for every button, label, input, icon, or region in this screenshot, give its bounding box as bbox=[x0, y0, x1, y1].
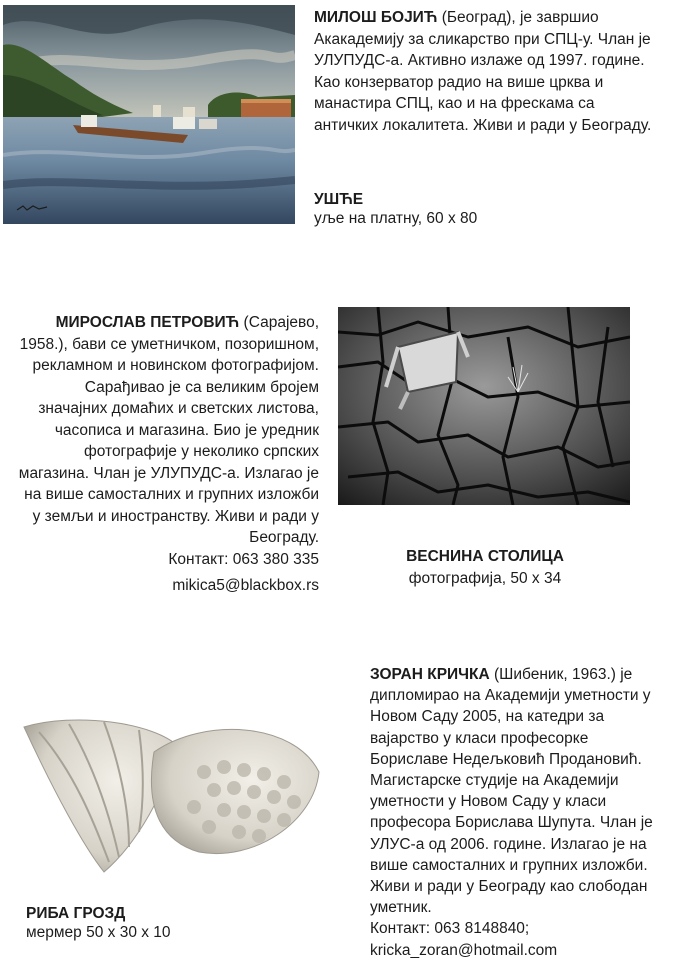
work-technique: фотографија, 50 x 34 bbox=[408, 570, 562, 587]
contact-phone: Контакт: 063 8148840; bbox=[370, 920, 530, 938]
contact-email: kricka_zoran@hotmail.com bbox=[370, 941, 558, 959]
artist-bio-miroslav-petrovic bbox=[14, 312, 319, 549]
artist-name: ЗОРАН КРИЧКА bbox=[370, 666, 490, 683]
artist-bio-text: (Шибеник, 1963.) је дипломирао на Академији уметности у Новом Саду 2005, на катедри за вајарство у класи професорке Бориславе Недељковић Продановић. Магистарске студије на Академији уметности у Новом Саду у класи професора Борислава Шупута. Члан је УЛУС-а од 2006. године. Излагао је на више самосталних и групних изложби. Живи и ради у Београду као слободан уметник. bbox=[370, 666, 653, 917]
artist-bio-text: (Београд), је завршио Акакадемију за сликарство при СПЦ-у. Члан је УЛУПУДС-а. Активно излаже од 1997. године. Као конзерватор радио на више црква и манастира СПЦ, као и на фрескама са античких локалитета. Живи и ради у Београду. bbox=[314, 9, 652, 134]
contact-phone: Контакт: 063 380 335 bbox=[168, 551, 319, 568]
work-technique: мермер 50 x 30 x 10 bbox=[26, 924, 171, 941]
artist-bio-zoran-kricka bbox=[370, 664, 660, 961]
artist-bio-text: (Сарајево, 1958.), бави се уметничком, позоришном, рекламном и новинском фотографијом. Сарађивао је са великим бројем значајних домаћих и светских листова, часописа и магазина. Био је уредник фотографије у неколико српских магазина. Члан је УЛУПУДС-а. Излагао је на више самосталних и групних изложби у земљи и иностранству. Живи и ради у Београду. bbox=[18, 314, 319, 546]
artist-bio-milos-bojic bbox=[314, 7, 659, 136]
painting-usce bbox=[3, 5, 295, 224]
work-title: УШЋЕ bbox=[314, 191, 364, 208]
work-title: ВЕСНИНА СТОЛИЦА bbox=[406, 548, 564, 565]
work-title: РИБА ГРОЗД bbox=[26, 905, 126, 922]
contact-email: mikica5@blackbox.rs bbox=[172, 577, 319, 594]
sculpture-riba-grozd bbox=[14, 712, 326, 882]
artist-name: МИЛОШ БОЈИЋ bbox=[314, 9, 438, 26]
photo-vesnina-stolica bbox=[338, 307, 630, 505]
work-technique: уље на платну, 60 x 80 bbox=[314, 210, 478, 227]
contact-block bbox=[14, 547, 319, 599]
artist-name: МИРОСЛАВ ПЕТРОВИЋ bbox=[55, 314, 240, 331]
